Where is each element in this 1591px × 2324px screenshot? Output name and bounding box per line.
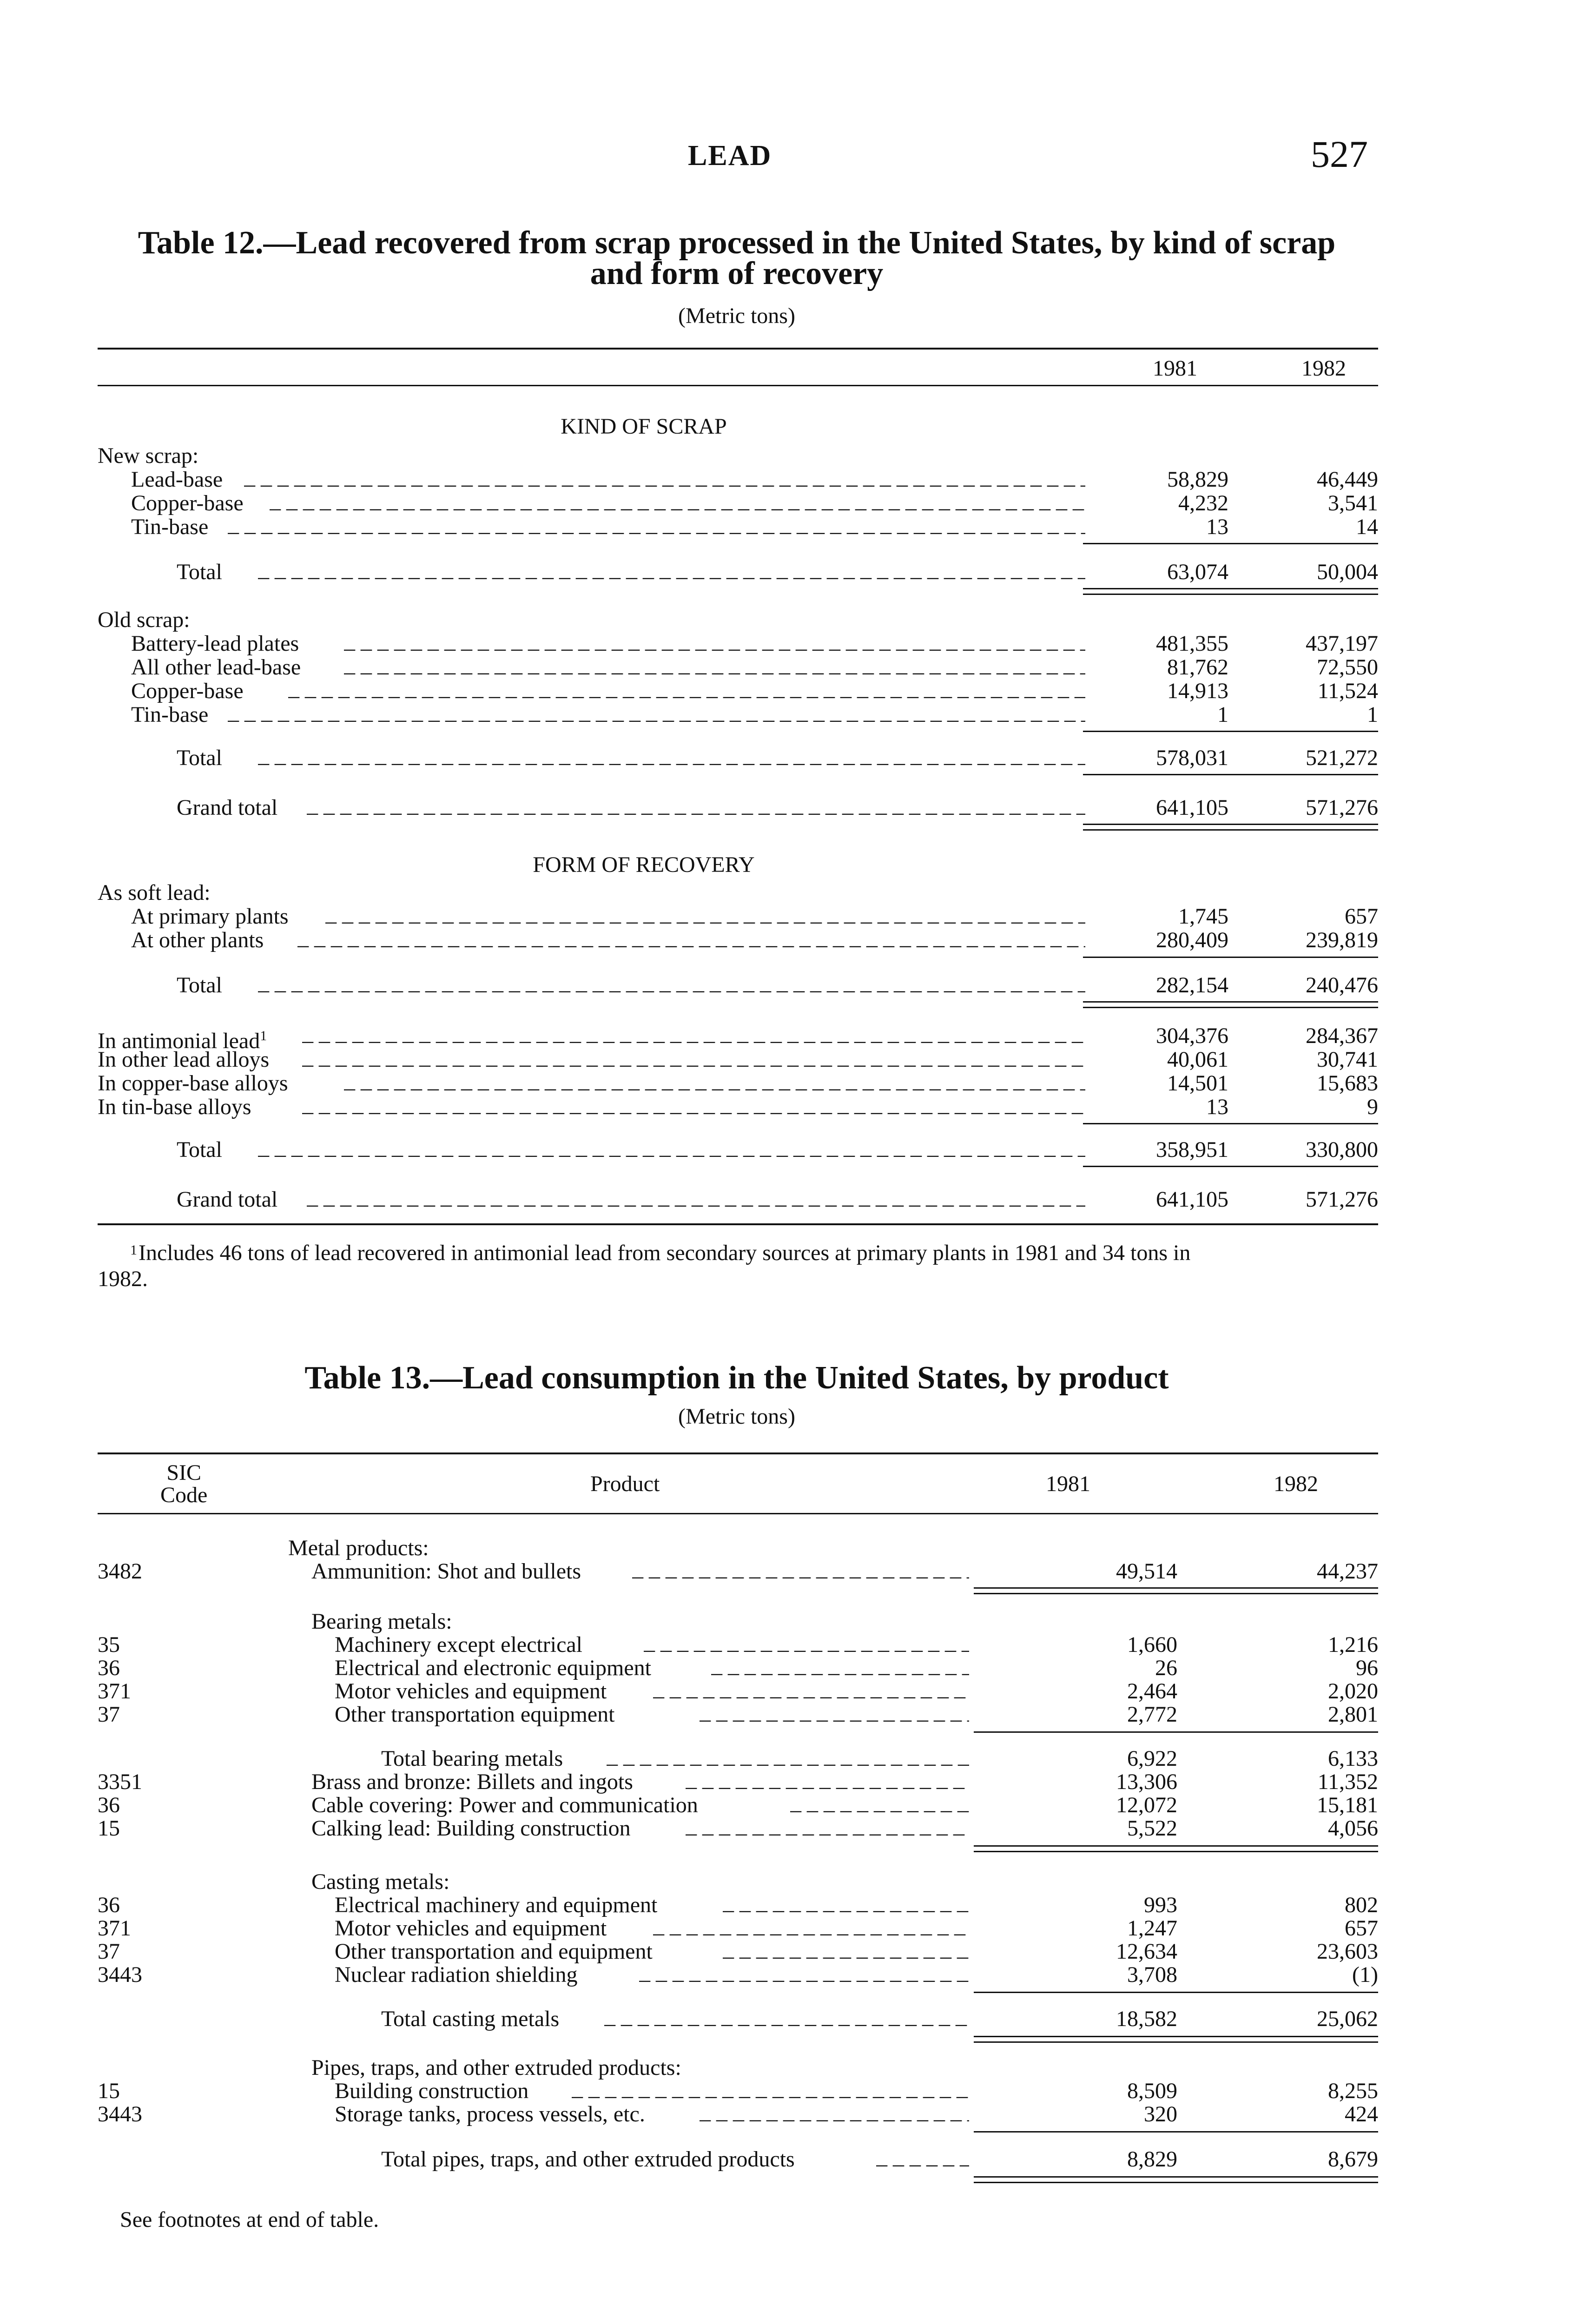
sic-code: 3443 <box>98 2102 142 2126</box>
table-row <box>0 1048 1591 1072</box>
value-1981: 1 <box>1217 702 1228 727</box>
row-label: Total <box>177 560 222 584</box>
value-1981: 320 <box>1144 2102 1177 2126</box>
table-row <box>0 1071 1591 1096</box>
leader-dots <box>244 468 1085 492</box>
value-1981: 14,501 <box>1167 1071 1228 1096</box>
value-1982: 15,683 <box>1317 1071 1378 1096</box>
value-1982: 3,541 <box>1328 491 1378 515</box>
value-1981: 304,376 <box>1156 1023 1228 1048</box>
table12-top-rule <box>98 348 1378 350</box>
leader-dots <box>653 1916 969 1941</box>
see-footnotes-note <box>0 2208 1591 2232</box>
leader-dots <box>344 632 1085 656</box>
total-double-rule <box>974 2182 1378 2183</box>
leader-dots <box>302 1048 1085 1072</box>
value-1982: 2,020 <box>1328 1679 1378 1703</box>
leader-dots <box>258 973 1085 997</box>
bearing-metals-label: Bearing metals: <box>311 1609 452 1634</box>
value-1982: (1) <box>1352 1962 1378 1987</box>
group-heading <box>0 2056 1591 2080</box>
casting-metals-label: Casting metals: <box>311 1869 450 1894</box>
table12-caption-line1: Table 12.—Lead recovered from scrap processed in the United States, by kind of scrap <box>138 225 1336 261</box>
subtotal-rule <box>974 1731 1378 1733</box>
table-row <box>0 1770 1591 1794</box>
col-product: Product <box>590 1472 660 1496</box>
see-footnotes-text: See footnotes at end of table. <box>120 2207 379 2232</box>
value-1981: 6,922 <box>1127 1746 1177 1771</box>
value-1981: 282,154 <box>1156 973 1228 997</box>
leader-dots <box>344 655 1085 680</box>
table-row <box>0 1559 1591 1584</box>
page-number: 527 <box>1311 133 1368 175</box>
table-row <box>0 468 1591 492</box>
group-heading <box>0 1870 1591 1894</box>
table-row <box>0 1656 1591 1680</box>
row-label: Grand total <box>177 1187 278 1212</box>
value-1981: 13 <box>1206 1095 1228 1119</box>
value-1981: 8,509 <box>1127 2079 1177 2103</box>
value-1981: 641,105 <box>1156 795 1228 820</box>
col-sic-line1: SIC <box>166 1460 202 1485</box>
value-1981: 13,306 <box>1116 1769 1177 1794</box>
value-1981: 1,745 <box>1178 904 1228 929</box>
value-1982: 72,550 <box>1317 655 1378 680</box>
value-1982: 11,352 <box>1317 1769 1378 1794</box>
table-row <box>0 1940 1591 1964</box>
total-double-rule <box>1083 1001 1378 1003</box>
table-row-total <box>0 1747 1591 1771</box>
footnote-line2: 1982. <box>98 1267 148 1291</box>
sic-code: 371 <box>98 1916 131 1941</box>
value-1982: 8,255 <box>1328 2079 1378 2103</box>
value-1982: 46,449 <box>1317 467 1378 492</box>
table12-bottom-rule <box>98 1223 1378 1225</box>
section-kind-of-scrap: KIND OF SCRAP <box>561 414 727 439</box>
leader-dots <box>228 515 1085 539</box>
sic-code: 3443 <box>98 1962 142 1987</box>
metal-products-label: Metal products: <box>288 1536 429 1560</box>
subtotal-rule <box>974 2131 1378 2133</box>
value-1981: 481,355 <box>1156 631 1228 656</box>
sic-code: 37 <box>98 1939 120 1964</box>
total-double-rule <box>1083 829 1378 831</box>
total-double-rule <box>974 1845 1378 1847</box>
table-row <box>0 1633 1591 1657</box>
row-label: Tin-base <box>131 702 209 727</box>
value-1982: 1 <box>1367 702 1378 727</box>
leader-dots <box>700 1703 969 1727</box>
row-label: In tin-base alloys <box>98 1095 251 1119</box>
pipes-traps-label: Pipes, traps, and other extruded products: <box>311 2055 681 2080</box>
footnote-text: Includes 46 tons of lead recovered in antimonial lead from secondary sources at primary plants in 1981 and 34 tons in <box>139 1241 1191 1265</box>
value-1981: 58,829 <box>1167 467 1228 492</box>
table-row <box>0 1816 1591 1841</box>
table-row <box>0 491 1591 515</box>
value-1981: 26 <box>1155 1656 1177 1680</box>
soft-lead-label: As soft lead: <box>98 880 211 905</box>
row-label: Battery-lead plates <box>131 631 299 656</box>
table13-top-rule <box>98 1452 1378 1454</box>
row-label: At primary plants <box>131 904 289 929</box>
row-label: At other plants <box>131 928 264 952</box>
leader-dots <box>297 928 1085 952</box>
table-row <box>0 703 1591 727</box>
leader-dots <box>632 1559 969 1584</box>
table-row-total <box>0 746 1591 770</box>
leader-dots <box>639 1963 969 1987</box>
total-double-rule <box>974 1587 1378 1589</box>
total-double-rule <box>974 2041 1378 2043</box>
row-label: Building construction <box>335 2079 529 2103</box>
table-row <box>0 515 1591 539</box>
sic-code: 3351 <box>98 1769 142 1794</box>
table13-col-1981: 1981 <box>1046 1472 1090 1496</box>
row-label: Total <box>177 1137 222 1162</box>
sic-code: 36 <box>98 1893 120 1917</box>
section-form-of-recovery: FORM OF RECOVERY <box>533 852 755 877</box>
footnote-mark: 1 <box>130 1242 137 1258</box>
value-1981: 63,074 <box>1167 560 1228 584</box>
total-double-rule <box>1083 588 1378 589</box>
table-row <box>0 679 1591 703</box>
table-row-grand-total <box>0 796 1591 820</box>
value-1981: 8,829 <box>1127 2147 1177 2172</box>
row-label: Total casting metals <box>381 2007 560 2031</box>
value-1982: 802 <box>1345 1893 1378 1917</box>
row-label: Copper-base <box>131 491 244 515</box>
leader-dots <box>790 1793 969 1817</box>
subtotal-rule <box>1083 1166 1378 1167</box>
table-row <box>0 928 1591 952</box>
col-sic-code <box>160 1462 207 1506</box>
row-label: Electrical machinery and equipment <box>335 1893 658 1917</box>
value-1981: 3,708 <box>1127 1962 1177 1987</box>
row-label: Grand total <box>177 795 278 820</box>
value-1982: 521,272 <box>1306 746 1378 770</box>
row-label: Total pipes, traps, and other extruded products <box>381 2147 795 2172</box>
value-1981: 40,061 <box>1167 1047 1228 1072</box>
total-double-rule <box>974 2036 1378 2037</box>
footnote-line1 <box>98 1240 1378 1266</box>
leader-dots <box>604 2007 969 2031</box>
row-label: Tin-base <box>131 515 209 539</box>
row-label: Nuclear radiation shielding <box>335 1962 578 1987</box>
value-1982: 284,367 <box>1306 1023 1378 1048</box>
value-1982: 9 <box>1367 1095 1378 1119</box>
subtotal-rule <box>1083 774 1378 775</box>
col-sic-line2: Code <box>160 1483 208 1507</box>
value-1982: 14 <box>1356 515 1378 539</box>
value-1982: 8,679 <box>1328 2147 1378 2172</box>
subtotal-rule <box>1083 543 1378 544</box>
table12-caption-line2: and form of recovery <box>590 256 884 291</box>
value-1982: 96 <box>1356 1656 1378 1680</box>
value-1981: 5,522 <box>1127 1816 1177 1841</box>
leader-dots <box>686 1816 969 1841</box>
total-double-rule <box>974 1851 1378 1852</box>
leader-dots <box>572 2079 969 2103</box>
leader-dots <box>723 1893 969 1917</box>
old-scrap-label: Old scrap: <box>98 607 190 632</box>
row-label: Other transportation equipment <box>335 1702 615 1727</box>
row-label: Cable covering: Power and communication <box>311 1793 698 1817</box>
value-1982: 11,524 <box>1317 679 1378 703</box>
table-row <box>0 1963 1591 1987</box>
table12-caption <box>98 225 1376 291</box>
leader-dots <box>307 1188 1085 1212</box>
value-1982: 25,062 <box>1317 2007 1378 2031</box>
row-label: Total <box>177 746 222 770</box>
leader-dots <box>876 2147 969 2172</box>
table-row <box>0 1893 1591 1917</box>
sic-code: 35 <box>98 1632 120 1657</box>
leader-dots <box>228 703 1085 727</box>
sic-code: 36 <box>98 1793 120 1817</box>
table-row-grand-total <box>0 1188 1591 1212</box>
table-row-total <box>0 973 1591 997</box>
value-1981: 12,072 <box>1116 1793 1177 1817</box>
row-label: Lead-base <box>131 467 223 492</box>
leader-dots <box>258 1138 1085 1162</box>
table-row <box>0 2079 1591 2103</box>
table-row <box>0 1095 1591 1119</box>
row-label: Total bearing metals <box>381 1746 563 1771</box>
total-double-rule <box>974 1593 1378 1594</box>
total-double-rule <box>1083 594 1378 595</box>
table-row-total <box>0 2007 1591 2031</box>
leader-dots <box>302 1024 1085 1048</box>
value-1981: 14,913 <box>1167 679 1228 703</box>
sic-code: 37 <box>98 1702 120 1727</box>
leader-dots <box>258 746 1085 770</box>
total-double-rule <box>1083 824 1378 825</box>
value-1981: 4,232 <box>1178 491 1228 515</box>
table12-col-1982: 1982 <box>1301 356 1346 381</box>
value-1982: 239,819 <box>1306 928 1378 952</box>
table12-footnote <box>98 1240 1378 1292</box>
row-label-text: In antimonial lead <box>98 1029 260 1053</box>
value-1982: 50,004 <box>1317 560 1378 584</box>
new-scrap-label: New scrap: <box>98 443 199 468</box>
sic-code: 36 <box>98 1656 120 1680</box>
table12-col-1981: 1981 <box>1153 356 1197 381</box>
row-label: Machinery except electrical <box>335 1632 583 1657</box>
group-heading <box>0 1610 1591 1634</box>
value-1981: 993 <box>1144 1893 1177 1917</box>
leader-dots <box>700 2102 969 2126</box>
leader-dots <box>711 1656 969 1680</box>
table13-header-rule <box>98 1513 1378 1514</box>
total-double-rule <box>974 2176 1378 2178</box>
leader-dots <box>302 1095 1085 1119</box>
row-label: Motor vehicles and equipment <box>335 1916 607 1941</box>
leader-dots <box>258 560 1085 584</box>
value-1981: 18,582 <box>1116 2007 1177 2031</box>
row-label: Total <box>177 973 222 997</box>
value-1981: 641,105 <box>1156 1187 1228 1212</box>
subtotal-rule <box>974 1992 1378 1993</box>
row-label: All other lead-base <box>131 655 301 680</box>
leader-dots <box>607 1747 969 1771</box>
value-1982: 6,133 <box>1328 1746 1378 1771</box>
value-1982: 2,801 <box>1328 1702 1378 1727</box>
leader-dots <box>288 679 1085 703</box>
row-label: Brass and bronze: Billets and ingots <box>311 1769 633 1794</box>
running-header-title: LEAD <box>688 140 772 172</box>
leader-dots <box>270 491 1085 515</box>
value-1981: 13 <box>1206 515 1228 539</box>
old-scrap-heading <box>98 608 1378 632</box>
value-1981: 1,660 <box>1127 1632 1177 1657</box>
subtotal-rule <box>1083 957 1378 958</box>
table-row <box>0 905 1591 929</box>
leader-dots <box>653 1679 969 1703</box>
row-label: Ammunition: Shot and bullets <box>311 1559 581 1584</box>
table-row <box>0 1679 1591 1703</box>
value-1981: 280,409 <box>1156 928 1228 952</box>
row-label: Calking lead: Building construction <box>311 1816 631 1841</box>
table13-units: (Metric tons) <box>678 1404 795 1429</box>
value-1982: 657 <box>1345 1916 1378 1941</box>
leader-dots <box>344 1071 1085 1096</box>
group-heading <box>0 1536 1591 1560</box>
table-row <box>0 1703 1591 1727</box>
value-1981: 81,762 <box>1167 655 1228 680</box>
table-row <box>0 1793 1591 1817</box>
table12-units: (Metric tons) <box>678 304 795 328</box>
table-row <box>0 2102 1591 2126</box>
leader-dots <box>307 796 1085 820</box>
table13-caption: Table 13.—Lead consumption in the United States, by product <box>304 1360 1169 1396</box>
leader-dots <box>644 1633 969 1657</box>
table-row-total <box>0 1138 1591 1162</box>
value-1982: 1,216 <box>1328 1632 1378 1657</box>
value-1981: 1,247 <box>1127 1916 1177 1941</box>
footnote-ref: 1 <box>260 1028 267 1043</box>
value-1982: 437,197 <box>1306 631 1378 656</box>
sic-code: 371 <box>98 1679 131 1703</box>
leader-dots <box>723 1940 969 1964</box>
table-row <box>0 655 1591 680</box>
value-1981: 49,514 <box>1116 1559 1177 1584</box>
value-1982: 44,237 <box>1317 1559 1378 1584</box>
value-1982: 15,181 <box>1317 1793 1378 1817</box>
sic-code: 15 <box>98 1816 120 1841</box>
table12-header-rule <box>98 385 1378 386</box>
value-1982: 330,800 <box>1306 1137 1378 1162</box>
value-1981: 2,464 <box>1127 1679 1177 1703</box>
table-row-total <box>0 560 1591 584</box>
soft-lead-heading <box>98 881 1378 905</box>
table-row <box>0 1023 1591 1053</box>
table-row-total <box>0 2147 1591 2172</box>
table-row <box>0 632 1591 656</box>
value-1982: 657 <box>1345 904 1378 929</box>
subtotal-rule <box>1083 1123 1378 1124</box>
value-1981: 12,634 <box>1116 1939 1177 1964</box>
total-double-rule <box>1083 1007 1378 1008</box>
value-1981: 358,951 <box>1156 1137 1228 1162</box>
value-1982: 30,741 <box>1317 1047 1378 1072</box>
sic-code: 3482 <box>98 1559 142 1584</box>
value-1982: 571,276 <box>1306 795 1378 820</box>
sic-code: 15 <box>98 2079 120 2103</box>
value-1982: 4,056 <box>1328 1816 1378 1841</box>
subtotal-rule <box>1083 731 1378 732</box>
new-scrap-heading <box>98 444 1378 468</box>
row-label: Storage tanks, process vessels, etc. <box>335 2102 645 2126</box>
leader-dots <box>325 905 1085 929</box>
row-label: Motor vehicles and equipment <box>335 1679 607 1703</box>
value-1981: 578,031 <box>1156 746 1228 770</box>
row-label: Copper-base <box>131 679 244 703</box>
value-1982: 424 <box>1345 2102 1378 2126</box>
table13-col-1982: 1982 <box>1274 1472 1318 1496</box>
row-label: In other lead alloys <box>98 1047 270 1072</box>
value-1982: 240,476 <box>1306 973 1378 997</box>
row-label: In copper-base alloys <box>98 1071 288 1096</box>
table-row <box>0 1916 1591 1941</box>
value-1981: 2,772 <box>1127 1702 1177 1727</box>
value-1982: 23,603 <box>1317 1939 1378 1964</box>
leader-dots <box>686 1770 969 1794</box>
value-1982: 571,276 <box>1306 1187 1378 1212</box>
row-label: Other transportation and equipment <box>335 1939 653 1964</box>
row-label: Electrical and electronic equipment <box>335 1656 651 1680</box>
